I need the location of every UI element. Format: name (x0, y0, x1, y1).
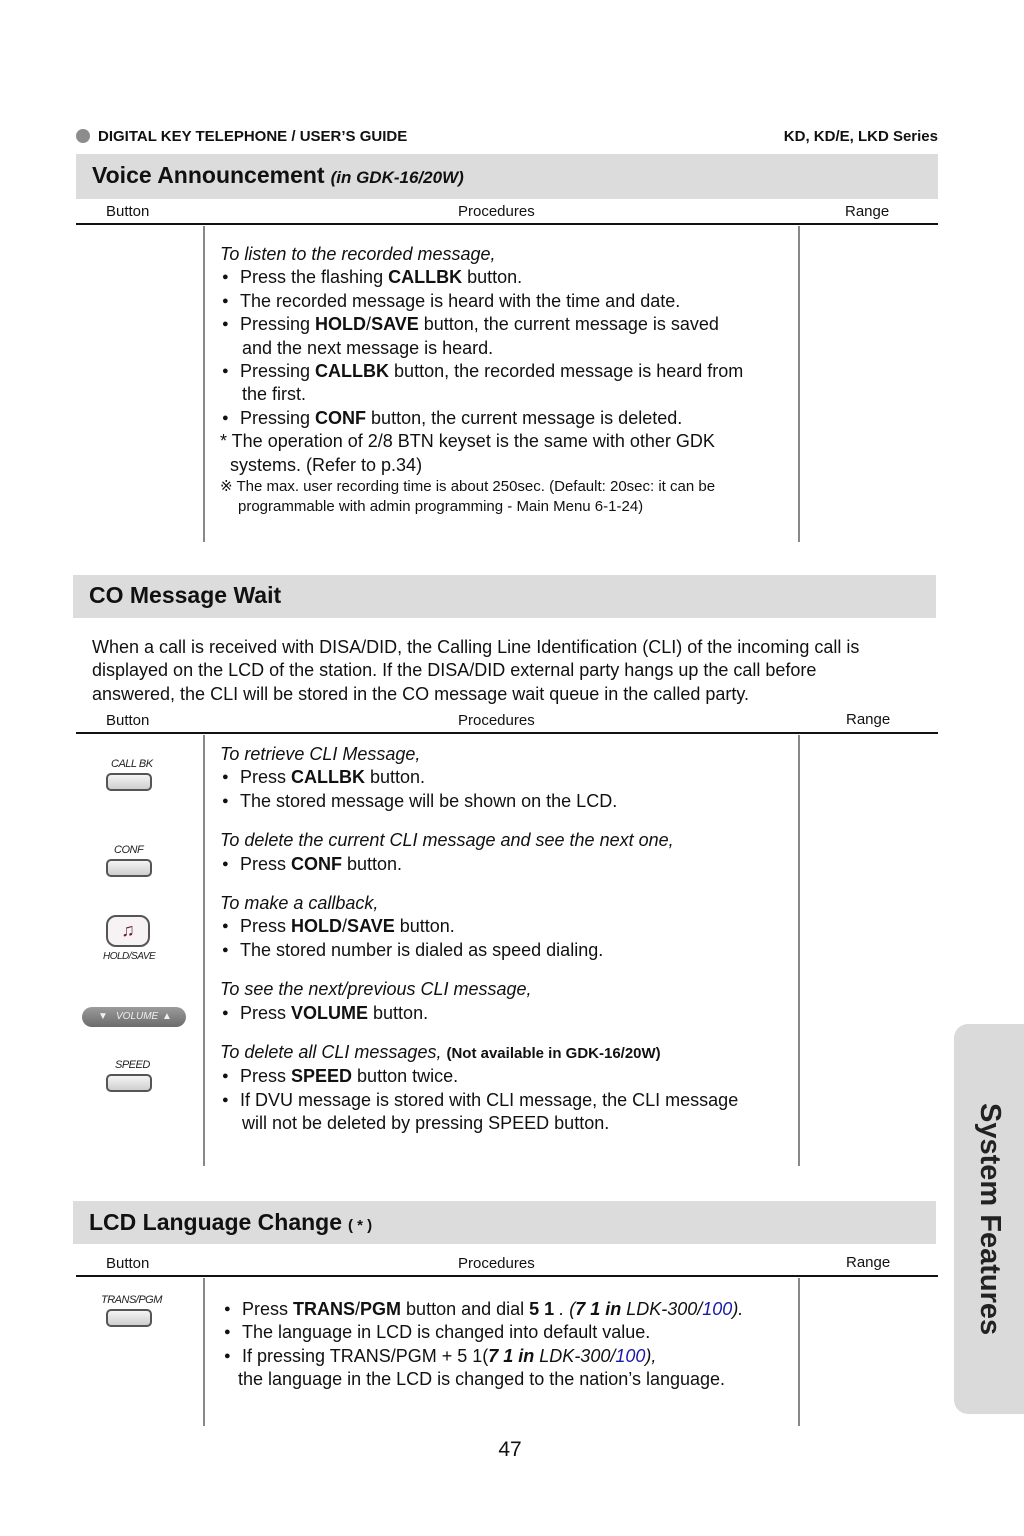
column-divider (203, 735, 205, 1166)
col-header-button: Button (106, 203, 150, 220)
table-rule (76, 1275, 938, 1277)
section-title: LCD Language Change ( * ) (89, 1209, 373, 1235)
col-header-range: Range (845, 203, 890, 220)
procedure-step: ● The stored number is dialed as speed dialing. (220, 939, 795, 962)
conf-key-icon (106, 859, 152, 877)
trans-pgm-key-icon (106, 1309, 152, 1327)
procedure-intro: To retrieve CLI Message, (220, 744, 421, 764)
bullet-dot-icon (76, 129, 90, 143)
procedure-step: ● The stored message will be shown on the LCD. (220, 790, 795, 813)
section-subtitle: (in GDK-16/20W) (330, 168, 464, 187)
column-divider (798, 735, 800, 1166)
procedure-step: ● Press SPEED button twice. (220, 1065, 795, 1088)
procedure-step: ● If DVU message is stored with CLI message, the CLI message (220, 1089, 795, 1112)
col-header-procedures: Procedures (458, 1255, 535, 1272)
procedure-step: ● Press the flashing CALLBK button. (220, 266, 795, 289)
procedure-intro: To delete the current CLI message and see the next one, (220, 830, 674, 851)
volume-key-icon (82, 1007, 186, 1027)
chapter-side-tab-label: System Features (974, 1102, 1006, 1336)
description-line: When a call is received with DISA/DID, the Calling Line Identification (CLI) of the incoming call is (92, 637, 860, 657)
procedure-intro: To make a callback, (220, 893, 379, 914)
col-header-button: Button (106, 1255, 150, 1272)
procedure-step: ● Press TRANS/PGM button and dial 5 1 . (7 1 in LDK-300/100). (222, 1298, 812, 1321)
col-header-procedures: Procedures (458, 203, 535, 220)
availability-note: (Not available in GDK-16/20W) (446, 1045, 661, 1063)
header-series: KD, KD/E, LKD Series (783, 128, 938, 145)
procedures-voice-announcement (220, 243, 795, 517)
section-co-message-wait-header (73, 575, 936, 618)
note: ※ The max. user recording time is about 250sec. (Default: 20sec: it can be (220, 478, 716, 496)
table-rule (76, 732, 938, 734)
procedure-intro: To listen to the recorded message, (220, 244, 496, 264)
volume-up-icon: ▲ (162, 1011, 172, 1022)
chapter-side-tab (954, 1024, 1024, 1414)
procedure-step: ● Press HOLD/SAVE button. (220, 915, 795, 938)
page-header (76, 128, 938, 148)
procedure-step: ● Press CONF button. (220, 853, 795, 876)
procedure-step: ● Pressing CONF button, the current message is deleted. (220, 407, 795, 430)
callbk-key-icon (106, 773, 152, 791)
procedure-step-cont: will not be deleted by pressing SPEED button. (242, 1113, 610, 1134)
note: * The operation of 2/8 BTN keyset is the same with other GDK (220, 431, 715, 452)
volume-down-icon: ▼ (98, 1011, 108, 1022)
section-title: CO Message Wait (89, 582, 282, 608)
procedure-step-cont: the first. (242, 384, 307, 405)
section-lcd-language-change-header (73, 1201, 936, 1244)
procedures-co-message-wait (220, 743, 795, 1136)
col-header-range: Range (846, 1254, 891, 1271)
procedure-step-cont: the language in the LCD is changed to the nation’s language. (238, 1369, 726, 1390)
speed-key-label: SPEED (115, 1059, 150, 1071)
section-subtitle: ( * ) (348, 1217, 373, 1234)
procedure-step: ● Press CALLBK button. (220, 766, 795, 789)
description-line: answered, the CLI will be stored in the CO message wait queue in the called party. (92, 683, 750, 704)
section-voice-announcement-header (76, 154, 938, 199)
section-title: Voice Announcement (in GDK-16/20W) (92, 162, 464, 188)
column-divider (203, 226, 205, 542)
note-cont: systems. (Refer to p.34) (230, 454, 423, 475)
callbk-key-label: CALL BK (111, 758, 153, 770)
col-header-procedures: Procedures (458, 712, 535, 729)
procedure-intro: To see the next/previous CLI message, (220, 979, 532, 1000)
procedure-step: ● Pressing HOLD/SAVE button, the current message is saved (220, 313, 795, 336)
procedure-step: ● Press VOLUME button. (220, 1002, 795, 1025)
procedure-step-cont: and the next message is heard. (242, 337, 494, 358)
conf-key-label: CONF (114, 844, 144, 856)
section-description (92, 636, 937, 706)
header-guide-title: DIGITAL KEY TELEPHONE / USER’S GUIDE (98, 128, 408, 145)
hold-save-key-label: HOLD/SAVE (103, 951, 156, 962)
procedure-step: ● The recorded message is heard with the time and date. (220, 290, 795, 313)
procedure-step: ● The language in LCD is changed into default value. (222, 1321, 812, 1344)
col-header-range: Range (846, 711, 891, 728)
procedure-intro: To delete all CLI messages, (Not available in GDK-16/20W) (220, 1042, 661, 1063)
trans-pgm-key-label: TRANS/PGM (101, 1294, 162, 1306)
column-divider (203, 1278, 205, 1426)
hold-save-key-icon: ♫ (106, 915, 150, 947)
page-number: 47 (498, 1438, 522, 1461)
note-cont: programmable with admin programming - Main Menu 6-1-24) (238, 498, 644, 516)
speed-key-icon (106, 1074, 152, 1092)
procedure-step: ● If pressing TRANS/PGM + 5 1(7 1 in LDK-300/100), (222, 1345, 812, 1368)
volume-key-label: VOLUME (116, 1011, 159, 1022)
table-rule (76, 223, 938, 225)
procedures-lcd-language-change (222, 1298, 812, 1392)
procedure-step: ● Pressing CALLBK button, the recorded message is heard from (220, 360, 795, 383)
col-header-button: Button (106, 712, 150, 729)
description-line: displayed on the LCD of the station. If the DISA/DID external party hangs up the call before (92, 660, 817, 681)
column-divider (798, 226, 800, 542)
